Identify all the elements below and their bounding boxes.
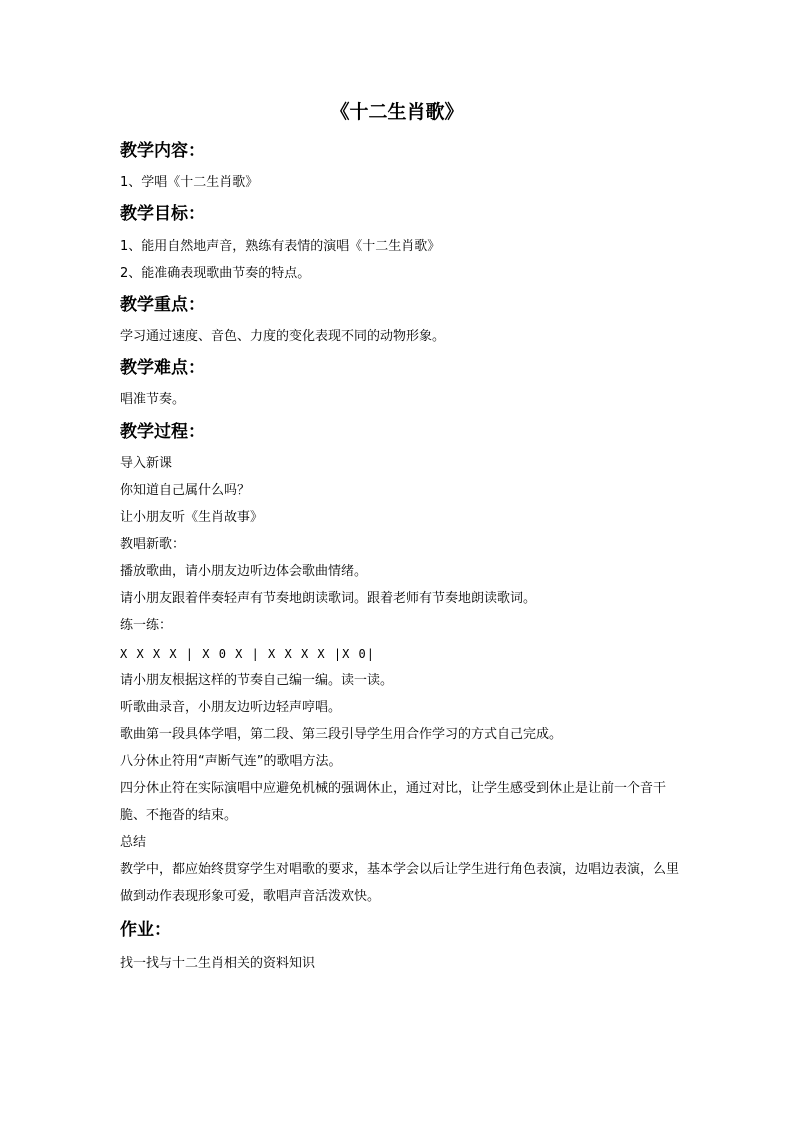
process-line-5: 播放歌曲，请小朋友边听边体会歌曲情绪。: [120, 564, 368, 579]
process-line-13: 四分休止符在实际演唱中应避免机械的强调休止，通过对比，让学生感受到休止是让前一个音干脆、不拖沓的结束。: [120, 781, 667, 823]
difficulties-line-1: 唱准节奏。: [120, 392, 186, 407]
process-line-7: 练一练：: [120, 618, 173, 633]
process-line-11: 歌曲第一段具体学唱，第二段、第三段引导学生用合作学习的方式自己完成。: [120, 727, 563, 742]
section-heading-content: 教学内容：: [120, 141, 205, 161]
process-line-15: 教学中，都应始终贯穿学生对唱歌的要求，基本学会以后让学生进行角色表演，边唱边表演，么里做到动作表现形象可爱，歌唱声音活泼欢快。: [120, 862, 680, 904]
process-line-2: 你知道自己属什么吗？: [120, 483, 251, 498]
section-heading-key-points: 教学重点：: [120, 295, 205, 315]
section-heading-homework: 作业：: [120, 920, 171, 940]
goals-line-1: 1、能用自然地声音，熟练有表情的演唱《十二生肖歌》: [120, 239, 441, 254]
process-line-14: 总结: [120, 835, 147, 850]
content-line-1: 1、学唱《十二生肖歌》: [120, 175, 259, 190]
rhythm-notation: X X X X | X 0 X | X X X X |X 0|: [120, 647, 375, 661]
process-line-12: 八分休止符用“声断气连”的歌唱方法。: [120, 754, 342, 769]
process-line-9: 请小朋友根据这样的节奏自己编一编。读一读。: [120, 673, 394, 688]
section-heading-process: 教学过程：: [120, 422, 205, 442]
process-line-1: 导入新课: [120, 456, 173, 471]
process-line-4: 教唱新歌：: [120, 537, 186, 552]
document-title: 《十二生肖歌》: [330, 101, 464, 123]
section-heading-difficulties: 教学难点：: [120, 358, 205, 378]
goals-line-2: 2、能准确表现歌曲节奏的特点。: [120, 266, 311, 281]
process-line-3: 让小朋友听《生肖故事》: [120, 510, 264, 525]
homework-line-1: 找一找与十二生肖相关的资料知识: [120, 956, 316, 971]
section-heading-goals: 教学目标：: [120, 204, 205, 224]
process-line-6: 请小朋友跟着伴奏轻声有节奏地朗读歌词。跟着老师有节奏地朗读歌词。: [120, 591, 537, 606]
key-points-line-1: 学习通过速度、音色、力度的变化表现不同的动物形象。: [120, 329, 446, 344]
process-line-10: 听歌曲录音，小朋友边听边轻声哼唱。: [120, 700, 342, 715]
